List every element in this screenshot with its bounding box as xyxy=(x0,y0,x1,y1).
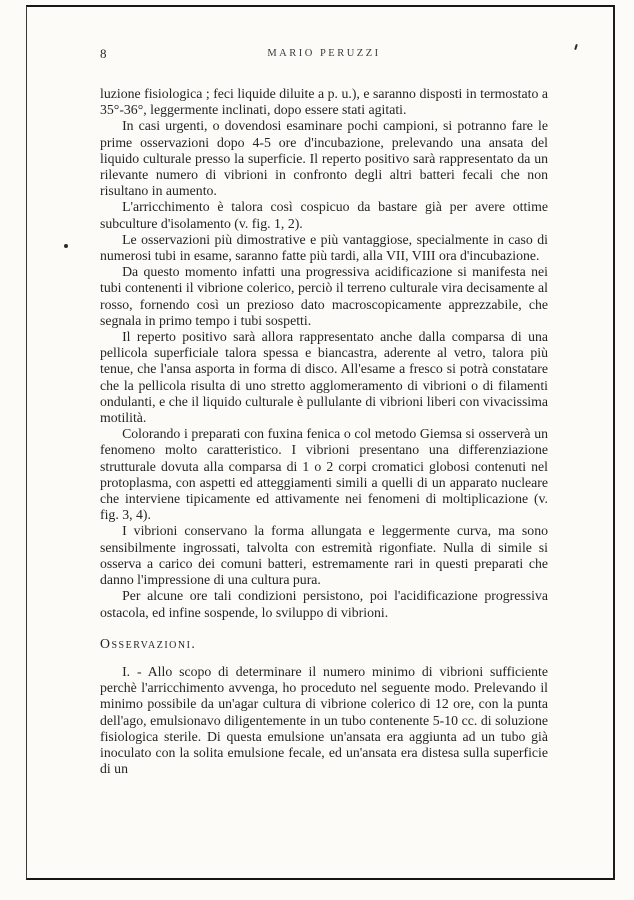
paragraph: Le osservazioni più dimostrative e più vantaggiose, specialmente in caso di numerosi tubi in esame, saranno fatte più tardi, alla VII, VIII ora d'incubazione. xyxy=(100,231,548,264)
page-number: 8 xyxy=(100,46,107,61)
body-text xyxy=(100,86,548,777)
paragraph-continuation: luzione fisiologica ; feci liquide diluite a p. u.), e saranno disposti in termostato a 35°-36°, leggermente inclinati, dopo essere stati agitati. xyxy=(100,86,548,118)
paragraph: Colorando i preparati con fuxina fenica o col metodo Giemsa si osserverà un fenomeno molto caratteristico. I vibrioni presentano una differenziazione strutturale dovuta alla comparsa di 1 o 2 corpi cromatici globosi contenuti nel protoplasma, con aspetti ed atteggiamenti simili a quelli di un apparato nucleare che interviene tipicamente ed attivamente nei fenomeni di moltiplicazione (v. fig. 3, 4). xyxy=(100,426,548,523)
paragraph: Da questo momento infatti una progressiva acidificazione si manifesta nei tubi contenenti il vibrione colerico, perciò il terreno culturale vira decisamente al rosso, fornendo così un prezioso dato macroscopicamente apprezzabile, che segnala in primo tempo i tubi sospetti. xyxy=(100,264,548,328)
paragraph: L'arricchimento è talora così cospicuo da bastare già per avere ottime subculture d'isolamento (v. fig. 1, 2). xyxy=(100,199,548,231)
paragraph: Per alcune ore tali condizioni persistono, poi l'acidificazione progressiva ostacola, ed infine sospende, lo sviluppo di vibrioni. xyxy=(100,588,548,620)
paragraph: I vibrioni conservano la forma allungata e leggermente curva, ma sono sensibilmente ingrossati, talvolta con estremità rigonfiate. Nulla di simile si osserva a carico dei comuni batteri, estremamente rari in questi preparati che danno l'impressione di una cultura pura. xyxy=(100,523,548,588)
paragraph: Il reperto positivo sarà allora rappresentato anche dalla comparsa di una pellicola superficiale talora spessa e biancastra, aderente al vetro, talora più tenue, che l'ansa asporta in forma di disco. All'esame a fresco si potrà constatare che la pellicola risulta di uno stretto agglomeramento di vibrioni o di filamenti ondulanti, e che il liquido culturale è pullulante di vibrioni liberi con vivacissima motilità. xyxy=(100,329,548,426)
page-header xyxy=(100,46,548,62)
scan-speck xyxy=(64,244,68,248)
paragraph: I. - Allo scopo di determinare il numero minimo di vibrioni sufficiente perchè l'arricchimento avvenga, ho proceduto nel seguente modo. Prelevando il minimo possibile da un'agar cultura di vibrione colerico di 12 ore, con la punta dell'ago, emulsionavo diligentemente in un tubo contenente 5-10 cc. di soluzione fisiologica sterile. Di questa emulsione un'ansata era aggiunta ad un tubo già inoculato con la solita emulsione fecale, ed un'ansata era distesa sulla superficie di un xyxy=(100,663,548,777)
running-header: MARIO PERUZZI xyxy=(267,48,381,59)
paragraph: In casi urgenti, o dovendosi esaminare pochi campioni, si potranno fare le prime osservazioni dopo 4-5 ore d'incubazione, prelevando una ansata del liquido culturale presso la superficie. Il reperto positivo sarà rappresentato da un rilevante numero di vibrioni in confronto degli altri batteri fecali che non risultano in aumento. xyxy=(100,118,548,199)
scan-speck xyxy=(574,44,578,50)
section-heading: Osservazioni. xyxy=(100,635,197,651)
